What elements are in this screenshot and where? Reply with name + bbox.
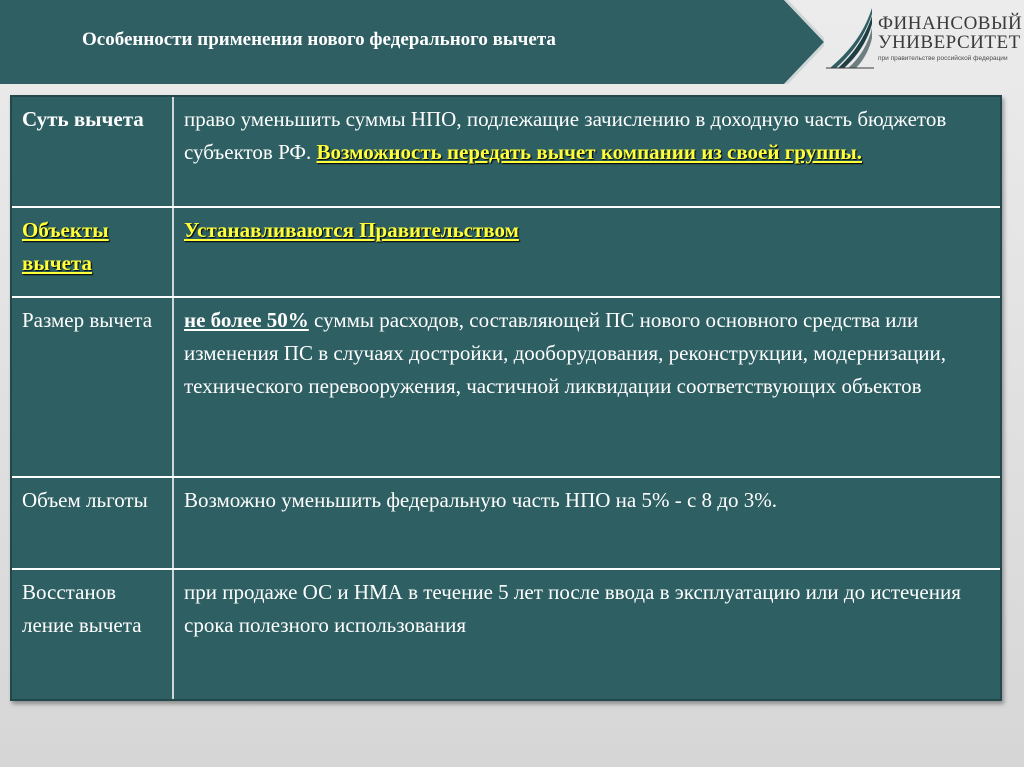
table-row: [12, 569, 1000, 699]
table-row: [12, 97, 1000, 207]
row-label: Восстанов ление вычета: [12, 569, 173, 699]
logo-line-1: ФИНАНСОВЫЙ: [878, 13, 1023, 34]
row-text: право уменьшить суммы НПО, подлежащие зачислению в доходную часть бюджетов субъектов РФ.: [184, 107, 947, 164]
table-row: [12, 207, 1000, 297]
row-content: [173, 207, 1000, 297]
row-label: Объем льготы: [12, 477, 173, 569]
row-text: Возможно уменьшить федеральную часть НПО на 5% - с 8 до 3%.: [184, 488, 777, 512]
row-content: [173, 297, 1000, 477]
row-label: Суть вычета: [12, 97, 173, 207]
deduction-table: [10, 95, 1002, 701]
logo-line-2: УНИВЕРСИТЕТ: [878, 32, 1021, 53]
page-title: Особенности применения нового федерального вычета: [82, 29, 556, 50]
row-label: Размер вычета: [12, 297, 173, 477]
table-row: [12, 297, 1000, 477]
row-text: суммы расходов, составляющей ПС нового основного средства или изменения ПС в случаях достройки, дооборудования, реконструкции, модернизации, технического перевооружения, частичной ликвидации соответствующих объектов: [184, 308, 946, 398]
university-logo: [826, 4, 1023, 80]
logo-subtitle: при правительстве российской федерации: [878, 55, 1008, 62]
bold-prefix: не более 50%: [184, 308, 309, 332]
row-content: [173, 477, 1000, 569]
row-content: [173, 97, 1000, 207]
row-content: [173, 569, 1000, 699]
table-row: [12, 477, 1000, 569]
header-arrow: [782, 0, 824, 84]
header-bar: [0, 0, 784, 84]
highlight-text: Возможность передать вычет компании из своей группы.: [316, 140, 862, 164]
row-label: Объекты вычета: [12, 207, 173, 297]
row-text: при продаже ОС и НМА в течение 5 лет после ввода в эксплуатацию или до истечения срока полезного использования: [184, 580, 961, 637]
logo-mark-icon: [826, 6, 874, 72]
highlight-text: Устанавливаются Правительством: [184, 218, 519, 242]
